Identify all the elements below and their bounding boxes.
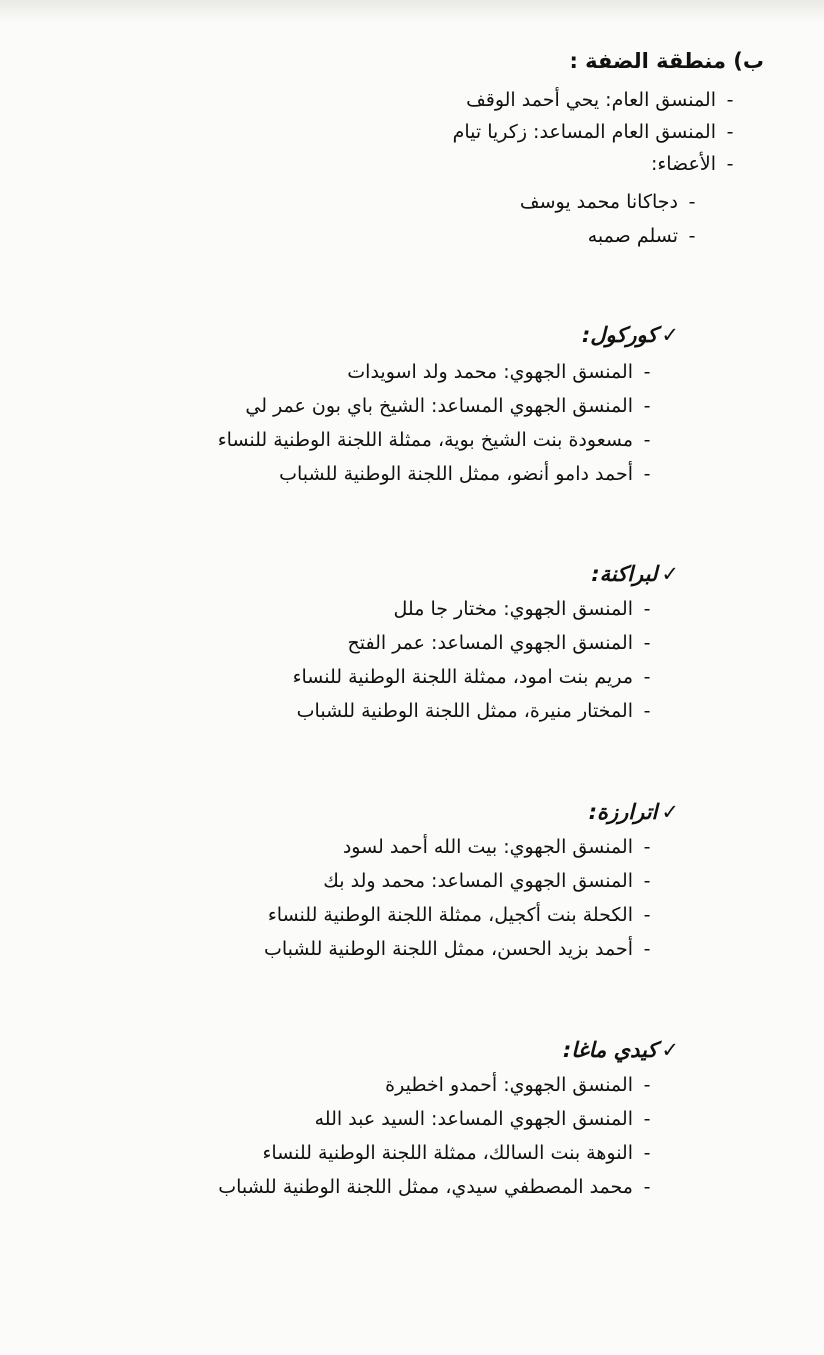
bullet-dash: -	[726, 89, 734, 111]
list-item	[385, 1069, 661, 1101]
bullet-dash: -	[643, 666, 651, 688]
checkmark-icon: ✓	[661, 562, 679, 586]
list-item-text: المنسق الجهوي المساعد: محمد ولد بك	[323, 870, 633, 892]
list-item-text: النوهة بنت السالك، ممثلة اللجنة الوطنية للنساء	[262, 1142, 633, 1164]
bullet-dash: -	[643, 1074, 651, 1096]
region-section-brakna	[19, 557, 679, 737]
member-text: تسلم صمبه	[587, 225, 678, 247]
region-title-text: لبراكنة:	[591, 562, 658, 586]
bullet-dash: -	[643, 1108, 651, 1130]
bullet-dash: -	[643, 700, 651, 722]
checkmark-icon: ✓	[661, 1038, 679, 1062]
list-item	[343, 831, 661, 863]
list-item	[262, 1137, 661, 1169]
region-title	[563, 1033, 679, 1067]
bullet-dash: -	[726, 153, 734, 175]
section-b-title: ب) منطقة الضفة :	[569, 49, 764, 73]
section-b	[44, 44, 764, 264]
bullet-dash: -	[643, 361, 651, 383]
list-item	[651, 148, 744, 180]
region-title	[589, 795, 679, 829]
bullet-dash: -	[643, 632, 651, 654]
bullet-dash: -	[643, 904, 651, 926]
bullet-dash: -	[688, 225, 696, 247]
bullet-dash: -	[643, 598, 651, 620]
list-item	[279, 458, 661, 490]
region-section-gorgol	[19, 318, 679, 498]
list-item-text: المنسق الجهوي: محمد ولد اسويدات	[347, 361, 633, 383]
region-title-text: كيدي ماغا:	[562, 1038, 658, 1062]
list-item-text: المختار منيرة، ممثل اللجنة الوطنية للشباب	[296, 700, 633, 722]
region-section-trarza	[19, 795, 679, 975]
list-item	[264, 933, 661, 965]
list-item	[315, 1103, 661, 1135]
bullet-dash: -	[643, 429, 651, 451]
list-item-text: المنسق الجهوي المساعد: الشيخ باي بون عمر لي	[245, 395, 633, 417]
region-title-text: كوركول:	[581, 323, 658, 347]
region-title	[582, 318, 679, 352]
member-text: دجاكانا محمد يوسف	[519, 191, 678, 213]
list-item-text: المنسق الجهوي: مختار جا ملل	[393, 598, 633, 620]
list-item	[268, 899, 661, 931]
list-item-text: المنسق العام المساعد: زكريا تيام	[452, 121, 716, 143]
member-item	[520, 186, 706, 218]
list-item	[218, 424, 661, 456]
bullet-dash: -	[643, 395, 651, 417]
list-item-text: المنسق الجهوي: أحمدو اخطيرة	[385, 1074, 633, 1096]
member-item	[588, 220, 706, 252]
list-item-text: أحمد دامو أنضو، ممثل اللجنة الوطنية للشباب	[279, 463, 633, 485]
checkmark-icon: ✓	[661, 800, 679, 824]
list-item	[347, 356, 661, 388]
bullet-dash: -	[726, 121, 734, 143]
list-item-text: المنسق الجهوي المساعد: السيد عبد الله	[314, 1108, 633, 1130]
list-item	[453, 116, 744, 148]
list-item-text: أحمد بزيد الحسن، ممثل اللجنة الوطنية للشباب	[263, 938, 633, 960]
list-item	[297, 695, 661, 727]
list-item-text: الأعضاء:	[650, 153, 716, 175]
list-item	[218, 1171, 661, 1203]
list-item-text: المنسق الجهوي: بيت الله أحمد لسود	[342, 836, 633, 858]
list-item	[466, 84, 744, 116]
bullet-dash: -	[643, 870, 651, 892]
list-item	[293, 661, 661, 693]
list-item	[347, 627, 661, 659]
list-item-text: الكحلة بنت أكجيل، ممثلة اللجنة الوطنية للنساء	[267, 904, 633, 926]
checkmark-icon: ✓	[661, 323, 679, 347]
list-item-text: المنسق الجهوي المساعد: عمر الفتح	[347, 632, 633, 654]
region-section-guidimaka	[19, 1033, 679, 1213]
list-item-text: مسعودة بنت الشيخ بوية، ممثلة اللجنة الوطنية للنساء	[217, 429, 633, 451]
bullet-dash: -	[643, 836, 651, 858]
region-title	[591, 557, 679, 591]
bullet-dash: -	[643, 938, 651, 960]
bullet-dash: -	[643, 1176, 651, 1198]
list-item-text: المنسق العام: يحي أحمد الوقف	[466, 89, 716, 111]
region-title-text: اترارزة:	[588, 800, 658, 824]
list-item	[323, 865, 661, 897]
list-item-text: مريم بنت امود، ممثلة اللجنة الوطنية للنساء	[292, 666, 633, 688]
list-item	[394, 593, 661, 625]
bullet-dash: -	[643, 1142, 651, 1164]
bullet-dash: -	[643, 463, 651, 485]
list-item-text: محمد المصطفي سيدي، ممثل اللجنة الوطنية للشباب	[218, 1176, 633, 1198]
list-item	[245, 390, 661, 422]
bullet-dash: -	[688, 191, 696, 213]
